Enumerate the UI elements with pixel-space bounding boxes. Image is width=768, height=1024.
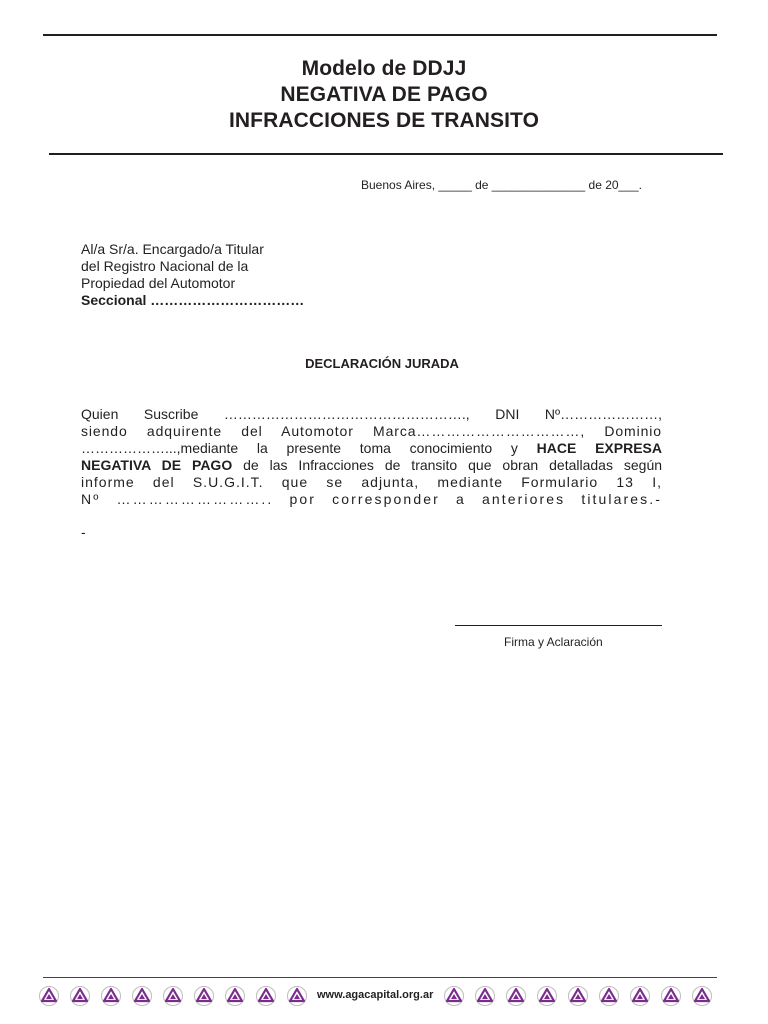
body-line-3-bold: HACE EXPRESA bbox=[536, 440, 662, 456]
addressee-line-2: del Registro Nacional de la bbox=[81, 258, 249, 274]
aga-triangle-logo-icon bbox=[162, 985, 184, 1007]
signature-label: Firma y Aclaración bbox=[504, 635, 603, 649]
body-line-3-text: ………………...,mediante la presente toma conocimiento y bbox=[81, 440, 537, 456]
aga-triangle-logo-icon bbox=[69, 985, 91, 1007]
declaration-title-text: DECLARACIÓN JURADA bbox=[305, 356, 459, 371]
top-rule bbox=[43, 34, 717, 36]
aga-triangle-logo-icon bbox=[629, 985, 651, 1007]
footer-rule bbox=[43, 977, 717, 978]
aga-triangle-logo-icon bbox=[131, 985, 153, 1007]
body-line-1: Quien Suscribe ……………………………………………., DNI Nº…………………, bbox=[81, 406, 662, 422]
aga-triangle-logo-icon bbox=[505, 985, 527, 1007]
title-rule bbox=[49, 153, 723, 155]
body-line-4-text: de las Infracciones de transito que obran detalladas según bbox=[232, 457, 662, 473]
declaration-body bbox=[81, 406, 662, 508]
aga-triangle-logo-icon bbox=[38, 985, 60, 1007]
aga-triangle-logo-icon bbox=[474, 985, 496, 1007]
body-line-4-bold: NEGATIVA DE PAGO bbox=[81, 457, 233, 473]
addressee-seccional: Seccional …………………………… bbox=[81, 292, 305, 308]
title-line-1: Modelo de DDJJ bbox=[301, 57, 467, 80]
aga-triangle-logo-icon bbox=[691, 985, 713, 1007]
footer bbox=[38, 985, 728, 1011]
aga-triangle-logo-icon bbox=[255, 985, 277, 1007]
aga-triangle-logo-icon bbox=[193, 985, 215, 1007]
signature-line bbox=[455, 625, 662, 626]
aga-triangle-logo-icon bbox=[443, 985, 465, 1007]
addressee-line-1: Al/a Sr/a. Encargado/a Titular bbox=[81, 241, 264, 257]
footer-url: www.agacapital.org.ar bbox=[317, 989, 434, 1001]
aga-triangle-logo-icon bbox=[286, 985, 308, 1007]
body-line-2: siendo adquirente del Automotor Marca……………………………, Dominio bbox=[81, 423, 662, 439]
aga-triangle-logo-icon bbox=[536, 985, 558, 1007]
declaration-title bbox=[0, 356, 768, 371]
aga-triangle-logo-icon bbox=[598, 985, 620, 1007]
aga-triangle-logo-icon bbox=[567, 985, 589, 1007]
document-title bbox=[0, 56, 768, 134]
body-line-3 bbox=[81, 440, 662, 457]
body-line-5: informe del S.U.G.I.T. que se adjunta, mediante Formulario 13 I, bbox=[81, 474, 662, 490]
title-line-3: INFRACCIONES DE TRANSITO bbox=[228, 109, 540, 132]
addressee-line-3: Propiedad del Automotor bbox=[81, 275, 236, 291]
aga-triangle-logo-icon bbox=[660, 985, 682, 1007]
addressee-block bbox=[81, 241, 304, 309]
aga-triangle-logo-icon bbox=[100, 985, 122, 1007]
place-date-line: Buenos Aires, _____ de ______________ de 20___. bbox=[361, 178, 642, 192]
aga-triangle-logo-icon bbox=[224, 985, 246, 1007]
trailing-dash: - bbox=[81, 524, 86, 540]
body-line-4 bbox=[81, 457, 662, 474]
title-line-2: NEGATIVA DE PAGO bbox=[280, 83, 488, 106]
body-line-6: Nº ……………………….. por corresponder a anteriores titulares.- bbox=[81, 491, 662, 507]
